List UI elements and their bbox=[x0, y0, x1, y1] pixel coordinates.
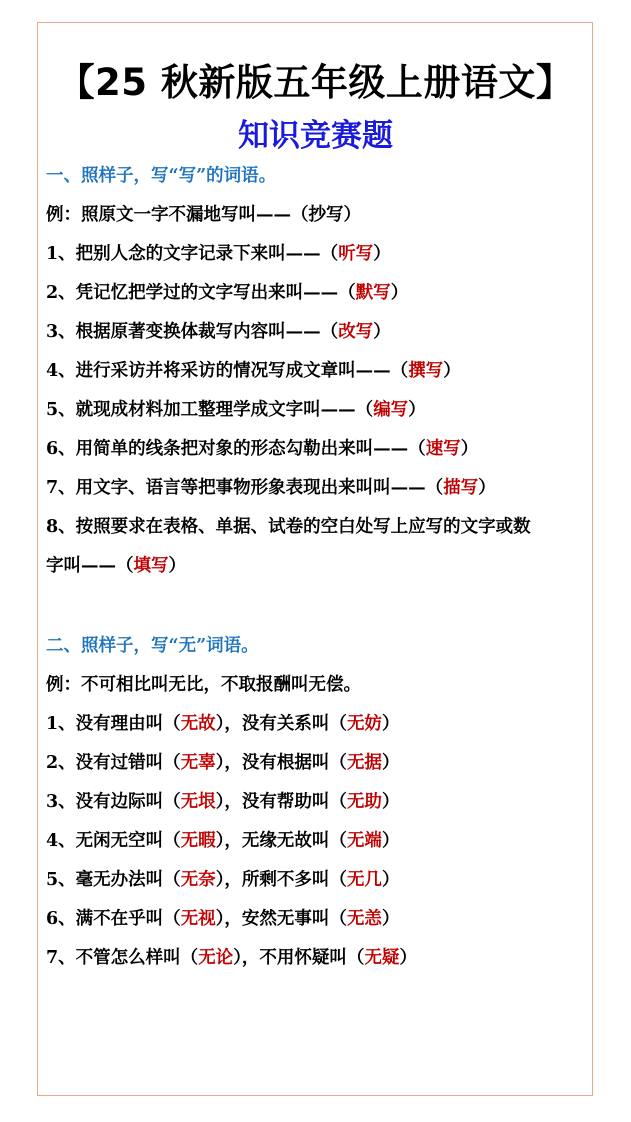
answer: 描写 bbox=[443, 478, 479, 498]
list-item: 8、按照要求在表格、单据、试卷的空白处写上应写的文字或数 bbox=[46, 517, 531, 537]
answer: 默写 bbox=[355, 283, 391, 303]
section1-heading: 一、照样子，写“写”的词语。 bbox=[46, 166, 277, 186]
answer: 编写 bbox=[373, 400, 409, 420]
list-item bbox=[46, 398, 594, 422]
answer: 无几 bbox=[346, 870, 382, 890]
list-item bbox=[46, 946, 594, 970]
list-item bbox=[46, 359, 594, 383]
list-item bbox=[46, 242, 594, 266]
list-item bbox=[46, 476, 594, 500]
answer: 无暇 bbox=[180, 831, 216, 851]
section2-example: 例：不可相比叫无比，不取报酬叫无偿。 bbox=[46, 675, 361, 695]
item-text: ） bbox=[408, 400, 426, 420]
item-text: 1、没有理由叫（ bbox=[46, 714, 181, 734]
item-text: 3、没有边际叫（ bbox=[46, 792, 181, 812]
item-text: 6、满不在乎叫（ bbox=[46, 909, 181, 929]
item-text: ） bbox=[460, 439, 479, 459]
answer: 改写 bbox=[338, 322, 374, 342]
list-item bbox=[46, 907, 594, 931]
item-text: ） bbox=[381, 870, 400, 890]
item-text: 7、不管怎么样叫（ bbox=[46, 948, 199, 968]
item-text: ），所剩不多叫（ bbox=[215, 870, 347, 890]
list-item bbox=[46, 437, 594, 461]
item-text: ），不用怀疑叫（ bbox=[233, 948, 365, 968]
answer: 无端 bbox=[346, 831, 382, 851]
item-text: 3、根据原著变换体裁写内容叫——（ bbox=[46, 322, 339, 342]
item-text: ） bbox=[381, 909, 400, 929]
item-text: ） bbox=[373, 244, 391, 264]
page-subtitle: 知识竞赛题 bbox=[238, 118, 393, 154]
item-text: ） bbox=[381, 714, 400, 734]
answer: 听写 bbox=[338, 244, 374, 264]
list-item bbox=[46, 790, 594, 814]
section1-example: 例：照原文一字不漏地写叫——（抄写） bbox=[46, 205, 361, 225]
item-text: ），没有帮助叫（ bbox=[215, 792, 347, 812]
list-item bbox=[46, 829, 594, 853]
answer: 无论 bbox=[198, 948, 234, 968]
list-item bbox=[46, 751, 594, 775]
answer: 撰写 bbox=[408, 361, 444, 381]
item-text: 2、没有过错叫（ bbox=[46, 753, 181, 773]
item-text: 5、就现成材料加工整理学成文字叫——（ bbox=[46, 400, 374, 420]
item-text: ） bbox=[381, 753, 400, 773]
item-text: 7、用文字、语言等把事物形象表现出来叫叫——（ bbox=[46, 478, 444, 498]
answer: 填写 bbox=[133, 556, 169, 576]
list-item bbox=[46, 712, 594, 736]
section2-heading: 二、照样子，写“无”词语。 bbox=[46, 636, 259, 656]
list-item bbox=[46, 281, 594, 305]
item-text: ），没有关系叫（ bbox=[215, 714, 347, 734]
item-text: ） bbox=[478, 478, 496, 498]
item-text: 1、把别人念的文字记录下来叫——（ bbox=[46, 244, 339, 264]
answer: 无视 bbox=[180, 909, 216, 929]
item-text: 6、用简单的线条把对象的形态勾勒出来叫——（ bbox=[46, 439, 426, 459]
page-title: 【25 秋新版五年级上册语文】 bbox=[57, 61, 574, 104]
item-text: ） bbox=[381, 792, 400, 812]
item-text: 5、毫无办法叫（ bbox=[46, 870, 181, 890]
answer: 无据 bbox=[346, 753, 382, 773]
answer: 无辜 bbox=[180, 753, 216, 773]
answer: 无垠 bbox=[180, 792, 216, 812]
item-text: ） bbox=[443, 361, 461, 381]
answer: 无恙 bbox=[346, 909, 382, 929]
answer: 无疑 bbox=[364, 948, 400, 968]
answer: 无奈 bbox=[180, 870, 216, 890]
item-text: ） bbox=[390, 283, 409, 303]
list-item bbox=[46, 868, 594, 892]
list-item bbox=[46, 320, 594, 344]
item-text: 4、无闲无空叫（ bbox=[46, 831, 181, 851]
item-text: 4、进行采访并将采访的情况写成文章叫——（ bbox=[46, 361, 409, 381]
item-text: ），安然无事叫（ bbox=[215, 909, 347, 929]
item-text: ） bbox=[381, 831, 400, 851]
item-text: ） bbox=[168, 556, 186, 576]
answer: 无故 bbox=[180, 714, 216, 734]
item-text: 字叫——（ bbox=[46, 556, 134, 576]
list-item-continued bbox=[46, 554, 594, 578]
item-text: ），无缘无故叫（ bbox=[215, 831, 347, 851]
answer: 无助 bbox=[346, 792, 382, 812]
item-text: ） bbox=[373, 322, 391, 342]
answer: 速写 bbox=[425, 439, 461, 459]
item-text: ），没有根据叫（ bbox=[215, 753, 347, 773]
answer: 无妨 bbox=[346, 714, 382, 734]
item-text: ） bbox=[399, 948, 417, 968]
item-text: 2、凭记忆把学过的文字写出来叫——（ bbox=[46, 283, 356, 303]
